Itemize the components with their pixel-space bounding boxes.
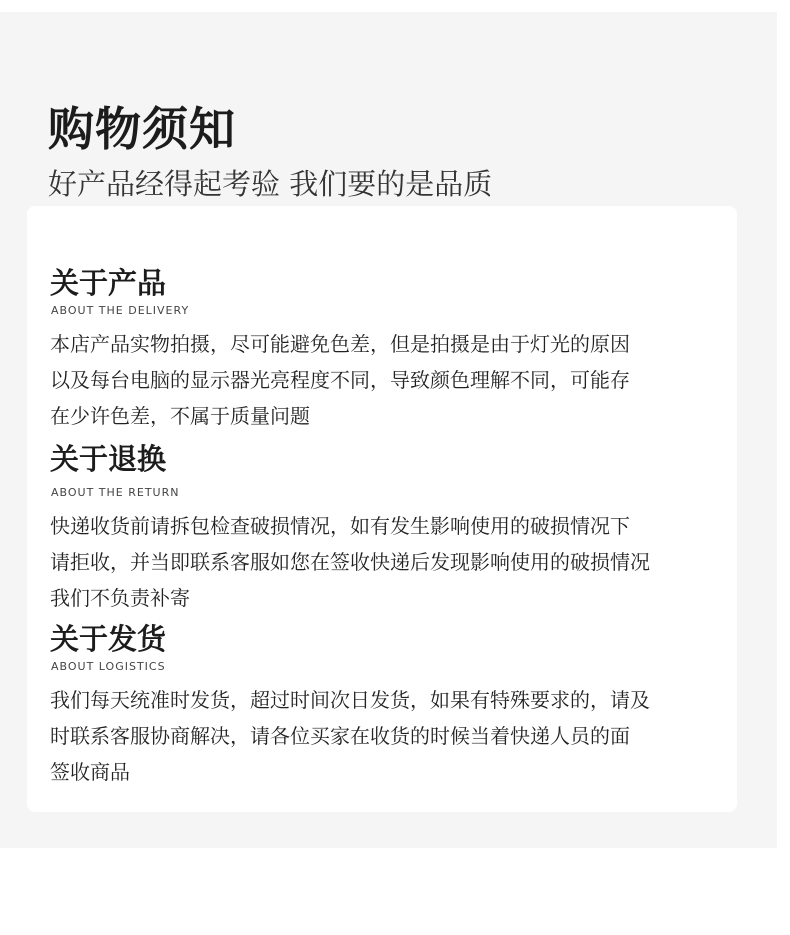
section-product [50,264,730,434]
page-title: 购物须知 [48,102,236,156]
section-title: 关于退换 [50,442,167,476]
section-english-label: ABOUT THE DELIVERY [51,304,190,317]
notice-card [27,206,737,812]
section-body [50,326,730,434]
body-line: 快递收货前请拆包检查破损情况，如有发生影响使用的破损情况下 [50,514,630,538]
section-body [50,508,730,616]
section-body [50,682,730,790]
section-title: 关于产品 [50,266,167,300]
body-line: 我们不负责补寄 [50,586,190,610]
section-english-label: ABOUT LOGISTICS [51,660,166,673]
body-line: 签收商品 [50,760,130,784]
body-line: 我们每天统准时发货，超过时间次日发货，如果有特殊要求的，请及 [50,688,650,712]
page-subtitle: 好产品经得起考验 我们要的是品质 [48,167,493,201]
body-line: 请拒收，并当即联系客服如您在签收快递后发现影响使用的破损情况 [50,550,650,574]
section-title: 关于发货 [50,622,167,656]
body-line: 时联系客服协商解决，请各位买家在收货的时候当着快递人员的面 [50,724,630,748]
section-shipping [50,620,730,790]
body-line: 本店产品实物拍摄，尽可能避免色差，但是拍摄是由于灯光的原因 [50,332,630,356]
body-line: 在少许色差，不属于质量问题 [50,404,310,428]
section-english-label: ABOUT THE RETURN [51,486,180,499]
body-line: 以及每台电脑的显示器光亮程度不同，导致颜色理解不同，可能存 [50,368,630,392]
section-return [50,440,730,616]
